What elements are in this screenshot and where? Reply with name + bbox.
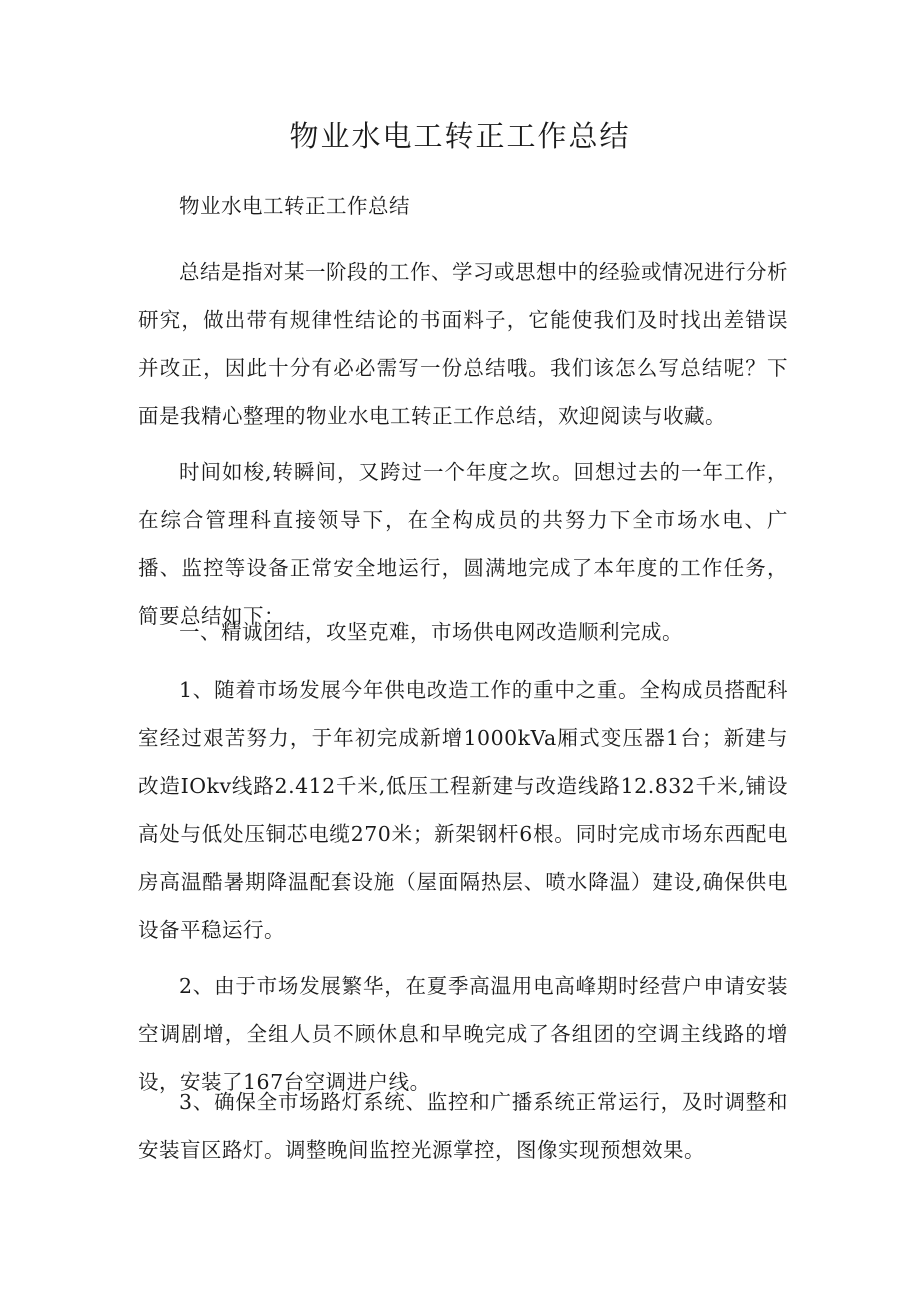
item-paragraph-3: 3、确保全市场路灯系统、监控和广播系统正常运行，及时调整和安装盲区路灯。调整晚间监控光源掌控，图像实现预想效果。: [138, 1090, 788, 1162]
subtitle-paragraph: 物业水电工转正工作总结: [179, 194, 410, 218]
item-paragraph-2: 2、由于市场发展繁华，在夏季高温用电高峰期时经营户申请安装空调剧增，全组人员不顾休息和早晚完成了各组团的空调主线路的增设，安装了167台空调进户线。: [138, 974, 788, 1094]
document-title: 物业水电工转正工作总结: [289, 119, 631, 153]
intro-paragraph: 总结是指对某一阶段的工作、学习或思想中的经验或情况进行分析研究，做出带有规律性结论的书面料子，它能使我们及时找出差错误并改正，因此十分有必必需写一份总结哦。我们该怎么写总结呢？下面是我精心整理的物业水电工转正工作总结，欢迎阅读与收藏。: [138, 260, 788, 428]
item-paragraph-1: 1、随着市场发展今年供电改造工作的重中之重。全构成员搭配科室经过艰苦努力，于年初完成新增1000kVa厢式变压器1台；新建与改造IOkv线路2.412千米,低压工程新建与改造线路12.832千米,铺设高处与低处压铜芯电缆270米；新架钢杆6根。同时完成市场东西配电房高温酷暑期降温配套设施（屋面隔热层、喷水降温）建设,确保供电设备平稳运行。: [138, 678, 788, 942]
overview-paragraph: 时间如梭,转瞬间，又跨过一个年度之坎。回想过去的一年工作，在综合管理科直接领导下，在全构成员的共努力下全市场水电、广播、监控等设备正常安全地运行，圆满地完成了本年度的工作任务，简要总结如下：: [138, 460, 788, 628]
section-heading-1: 一、精诚团结，攻坚克难，市场供电网改造顺利完成。: [179, 620, 683, 644]
